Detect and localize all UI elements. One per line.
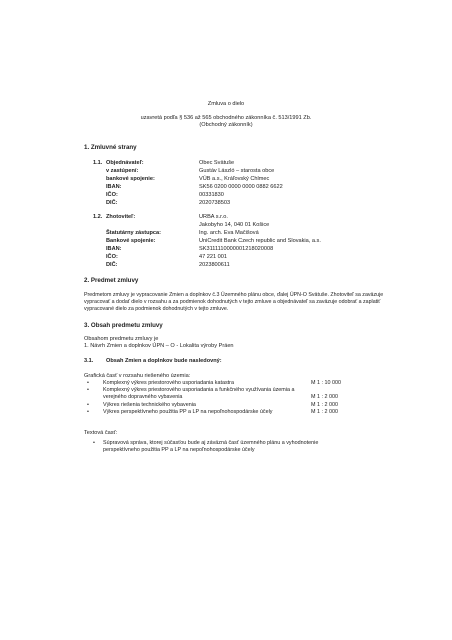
party-2-label-4: IBAN: (106, 246, 122, 252)
section-3-item-1: 1. Návrh Zmien a doplnkov ÚPN – O - Lokalita výroby Práen (84, 343, 234, 349)
section-3-1-heading: Obsah Zmien a doplnkov bude nasledovný: (106, 358, 222, 364)
graphic-item-0-scale: M 1 : 10 000 (311, 380, 341, 386)
party-2-value-6: 2023800611 (199, 262, 230, 268)
party-1-label-4: IČO: (106, 192, 118, 198)
bullet-icon: • (93, 440, 95, 446)
party-1-value-2: VÚB a.s., Kráľovský Chlmec (199, 176, 270, 182)
party-2-value-1: Jakobyho 14, 040 01 Košice (199, 222, 270, 228)
party-2-label-5: IČO: (106, 254, 118, 260)
doc-subtitle-2: (Obchodný zákonník) (199, 122, 253, 128)
text-part-label: Textová časť: (84, 430, 118, 436)
party-1-label-2: bankové spojenie: (106, 176, 155, 182)
party-2-value-5: 47 221 001 (199, 254, 227, 260)
party-1-value-5: 2020738503 (199, 200, 231, 206)
section-3-intro: Obsahom predmetu zmluvy je (84, 336, 159, 342)
party-1-value-1: Gustáv László – starosta obce (199, 168, 275, 174)
party-1-value-3: SK56 0200 0000 0000 0882 6622 (199, 184, 283, 190)
party-2-number: 1.2. (93, 214, 103, 220)
party-1-value-4: 00331830 (199, 192, 224, 198)
party-2-label-0: Zhotoviteľ: (106, 214, 136, 220)
text-item-0: Súpravová správa, ktorej súčasťou bude aj záväzná časť územného plánu a vyhodnotenie perspektívneho použitia PP a LP na nepoľnohospodárske účely (103, 440, 319, 454)
graphic-item-3-scale: M 1 : 2 000 (311, 409, 338, 415)
party-1-value-0: Obec Svätuše (199, 160, 235, 166)
party-2-label-2: Štatutárny zástupca: (106, 230, 162, 236)
party-2-value-3: UniCredit Bank Czech republic and Slovakia, a.s. (199, 238, 321, 244)
graphic-part-label: Grafická časť v rozsahu riešeného územia: (84, 373, 191, 379)
doc-title: Zmluva o dielo (207, 101, 245, 107)
graphic-item-2: Výkres riešenia technického vybavenia (103, 402, 196, 408)
party-2-label-6: DIČ: (106, 262, 118, 268)
party-1-number: 1.1. (93, 160, 103, 166)
bullet-icon: • (87, 387, 89, 393)
party-2-value-2: Ing. arch. Eva Mačišová (199, 230, 259, 236)
section-2-heading: 2. Predmet zmluvy (84, 277, 139, 284)
party-2-label-3: Bankové spojenie: (106, 238, 156, 244)
bullet-icon: • (87, 402, 89, 408)
section-3-heading: 3. Obsah predmetu zmluvy (84, 322, 163, 329)
party-1-label-3: IBAN: (106, 184, 122, 190)
party-2-value-4: SK3111110000001218020008 (199, 246, 274, 252)
doc-subtitle-1: uzavretá podľa § 536 až 565 obchodného zákonníka č. 513/1991 Zb. (140, 115, 312, 121)
party-2-value-0: URBA s.r.o. (199, 214, 228, 220)
party-1-label-0: Objednávateľ: (106, 160, 144, 166)
section-3-1-number: 3.1. (84, 358, 94, 364)
section-2-text: Predmetom zmluvy je vypracovanie Zmien a doplnkov č.3 Územného plánu obce, ďalej ÚPN-O Svätuše. Zhotoviteľ sa zaväzuje vypracovať a dodať dielo v rozsahu a za podmienok dohodnutých v tejto zmluve a objednávateľ sa zaväzuje odobrať a zaplatiť vypracované dielo za podmienok dohodnutých v tejto zmluve. (84, 292, 384, 313)
party-1-label-1: v zastúpení: (106, 168, 139, 174)
graphic-item-1-scale: M 1 : 2 000 (311, 394, 338, 400)
bullet-icon: • (87, 409, 89, 415)
graphic-item-2-scale: M 1 : 2 000 (311, 402, 338, 408)
graphic-item-1: Komplexný výkres priestorového usporiadania a funkčného využívania územia a verejného dopravného vybavenia (103, 387, 295, 401)
bullet-icon: • (87, 380, 89, 386)
party-1-label-5: DIČ: (106, 200, 118, 206)
graphic-item-3: Výkres perspektívneho použitia PP a LP na nepoľnohospodárske účely (103, 409, 273, 415)
graphic-item-0: Komplexný výkres priestorového usporiadania katastra (103, 380, 234, 386)
section-1-heading: 1. Zmluvné strany (84, 144, 137, 151)
